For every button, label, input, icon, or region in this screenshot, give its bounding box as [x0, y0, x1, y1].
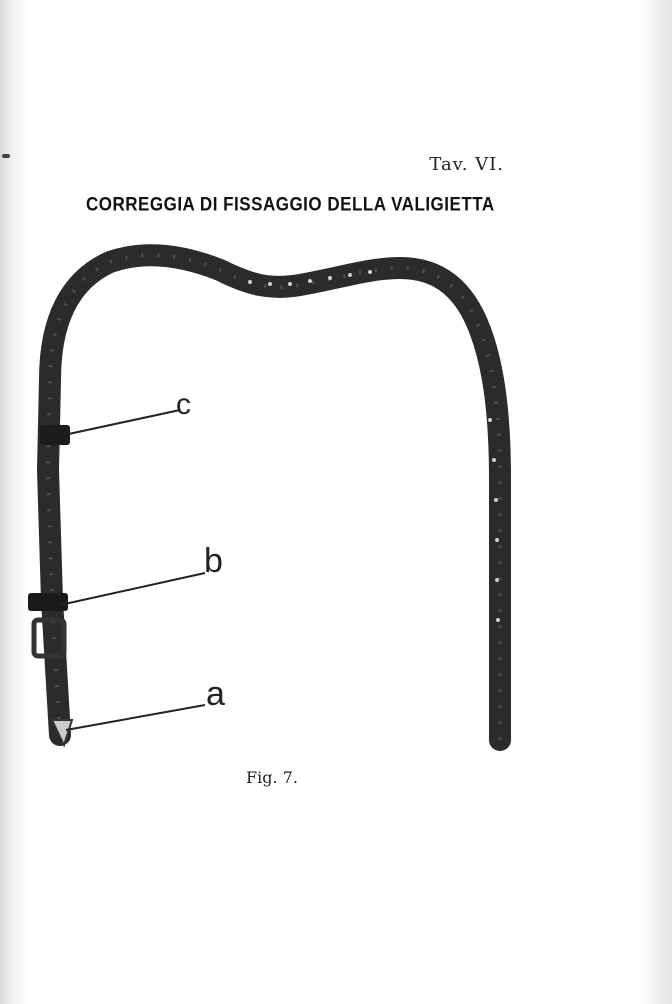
plate-title: CORREGGIA DI FISSAGGIO DELLA VALIGIETTA: [86, 193, 495, 215]
label-c: c: [176, 388, 191, 421]
strap-illustration: [48, 255, 500, 740]
label-a: a: [206, 675, 225, 713]
label-b: b: [204, 542, 223, 580]
leader-line-b: [60, 573, 205, 605]
plate-number: Tav. VI.: [429, 154, 504, 175]
figure-caption: Fig. 7.: [246, 768, 298, 787]
leader-line-a: [66, 705, 205, 730]
keeper-b: [28, 593, 68, 611]
strap-holes: [248, 270, 500, 622]
leader-line-c: [64, 410, 180, 435]
